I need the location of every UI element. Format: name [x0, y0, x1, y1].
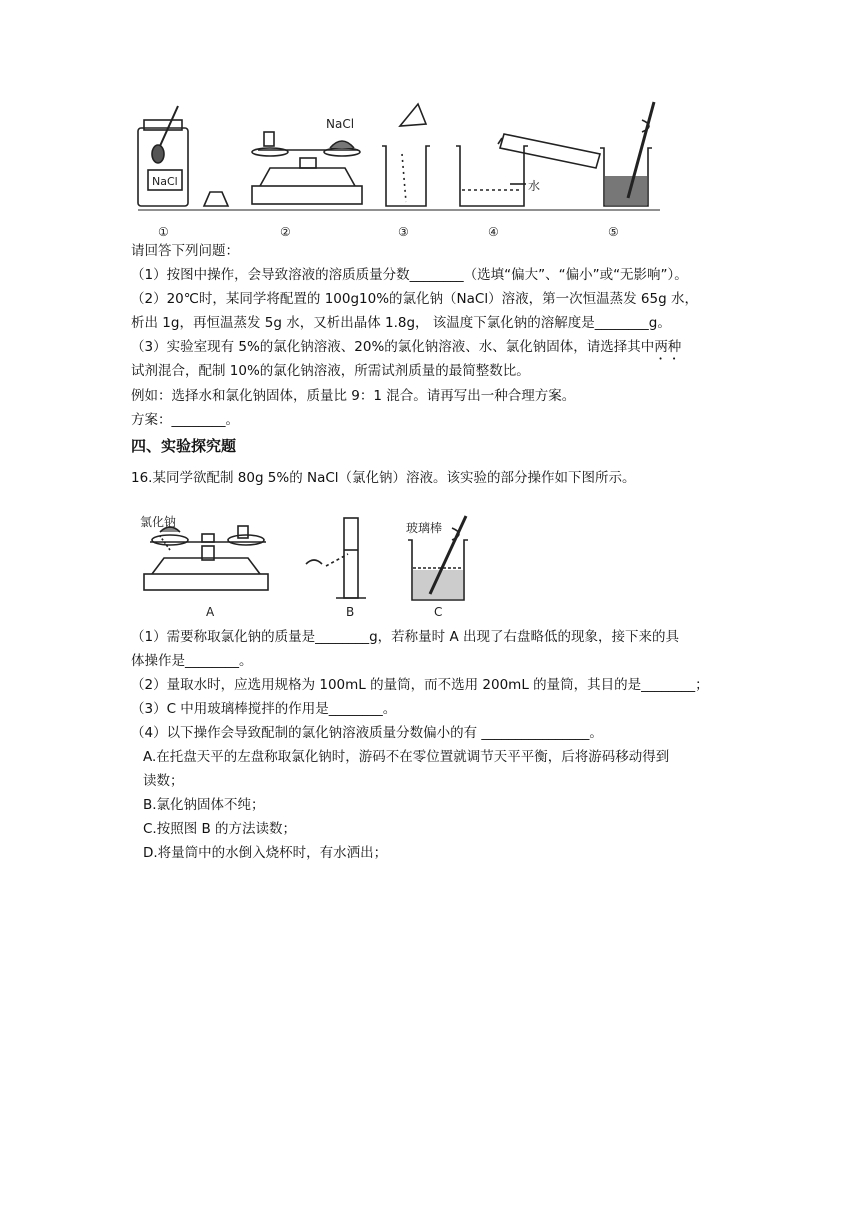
step-label-1: ① — [158, 225, 169, 239]
rod-label: 玻璃棒 — [406, 521, 443, 535]
q16-part1-line1: （1）需要称取氯化钠的质量是________g，若称量时 A 出现了右盘略低的现象，接下来的具 — [131, 629, 679, 645]
q15-example: 例如：选择水和氯化钠固体，质量比 9：1 混合。请再写出一种合理方案。 — [131, 388, 576, 404]
balance-icon — [252, 132, 362, 204]
q15-intro: 请回答下列问题： — [131, 243, 239, 259]
section-heading: 四、实验探究题 — [131, 437, 237, 455]
q16-option-b: B.氯化钠固体不纯； — [143, 797, 265, 813]
q15-part2-line1: （2）20℃时，某同学将配置的 100g10%的氯化钠（NaCl）溶液，第一次恒温蒸发 65g 水， — [131, 291, 698, 307]
salt-label: 氯化钠 — [140, 515, 177, 529]
panel-label-c: C — [434, 605, 443, 619]
step-label-5: ⑤ — [608, 225, 619, 239]
q15-part3-line2: 试剂混合，配制 10%的氯化钠溶液，所需试剂质量的最简整数比。 — [131, 363, 530, 379]
figure-preparation-steps — [130, 98, 670, 243]
water-label: 水 — [528, 179, 541, 193]
q16-part4: （4）以下操作会导致配制的氯化钠溶液质量分数偏小的有 ________________。 — [131, 725, 603, 741]
panel-label-b: B — [346, 605, 355, 619]
q16-option-c: C.按照图 B 的方法读数； — [143, 821, 297, 837]
panel-label-a: A — [206, 605, 215, 619]
q16-stem: 16.某同学欲配制 80g 5%的 NaCl（氯化钠）溶液。该实验的部分操作如下图所示。 — [131, 470, 636, 486]
balance-icon — [144, 526, 268, 590]
step-label-4: ④ — [488, 225, 499, 239]
q15-part3-emphasis: 两种 — [654, 339, 682, 355]
q16-part1-line2: 体操作是________。 — [131, 653, 253, 669]
q15-part1: （1）按图中操作，会导致溶液的溶质质量分数________（选填“偏大”、“偏小”或“无影响”）。 — [131, 267, 688, 283]
step-label-3: ③ — [398, 225, 409, 239]
q15-part3-text: （3）实验室现有 5%的氯化钠溶液、20%的氯化钠溶液、水、氯化钠固体，请选择其中 — [131, 339, 655, 355]
reagent-bottle-icon — [138, 106, 228, 206]
q15-part2-line2: 析出 1g，再恒温蒸发 5g 水，又析出晶体 1.8g， 该温度下氯化钠的溶解度是________g。 — [131, 315, 671, 331]
stirring-beaker-icon — [600, 102, 654, 206]
q16-option-a-line2: 读数； — [143, 773, 184, 789]
beaker-icon — [382, 104, 430, 206]
q15-part3-line1 — [131, 337, 681, 363]
nacl-label: NaCl — [326, 117, 355, 131]
q16-part3: （3）C 中用玻璃棒搅拌的作用是________。 — [131, 701, 397, 717]
q16-option-d: D.将量筒中的水倒入烧杯时，有水洒出； — [143, 845, 388, 861]
graduated-cylinder-icon — [456, 134, 600, 206]
figure-experiment-operations — [130, 510, 490, 622]
q15-answer: 方案：________。 — [131, 412, 239, 428]
q16-part2: （2）量取水时，应选用规格为 100mL 的量筒，而不选用 200mL 的量筒，其目的是________； — [131, 677, 709, 693]
q16-option-a-line1: A.在托盘天平的左盘称取氯化钠时，游码不在零位置就调节天平平衡，后将游码移动得到 — [143, 749, 670, 765]
cylinder-reading-icon — [306, 518, 366, 598]
step-label-2: ② — [280, 225, 291, 239]
bottle-label: NaCl — [152, 175, 178, 188]
